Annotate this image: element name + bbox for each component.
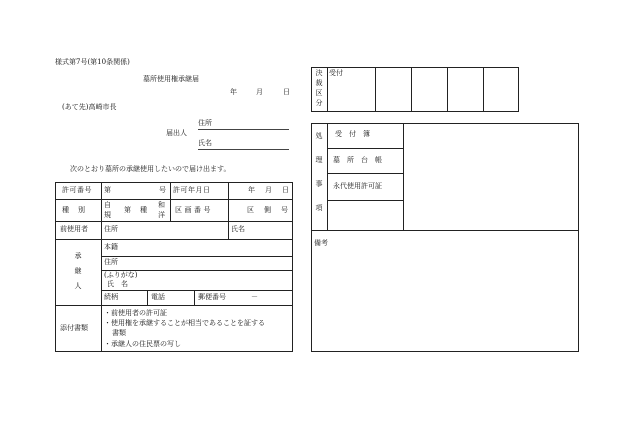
processing-row: 永代使用許可証 bbox=[333, 182, 382, 190]
domicile-label: 本籍 bbox=[104, 243, 118, 251]
col-divider bbox=[411, 67, 412, 112]
permit-date-value[interactable]: 年 月 日 bbox=[248, 186, 291, 194]
type-option[interactable]: 洋 bbox=[158, 211, 165, 219]
row-divider bbox=[55, 199, 293, 200]
permit-number-suffix: 号 bbox=[159, 186, 166, 194]
type-option[interactable]: 種 bbox=[140, 206, 147, 214]
processing-label: 処 理 事 項 bbox=[315, 132, 323, 212]
col-divider bbox=[483, 67, 484, 112]
relation-label: 続柄 bbox=[104, 293, 118, 301]
type-label: 種 別 bbox=[62, 206, 86, 214]
attachments-label: 添付書類 bbox=[60, 324, 88, 332]
col-divider bbox=[147, 290, 148, 305]
postal-dash: － bbox=[251, 293, 258, 301]
applicant-name-line[interactable] bbox=[198, 149, 289, 150]
successor-name-label: 氏 名 bbox=[107, 280, 128, 288]
processing-row: 受 付 簿 bbox=[335, 130, 370, 138]
section-label: 区画番号 bbox=[175, 206, 213, 214]
attachment-item: ・承継人の住民票の写し bbox=[104, 340, 181, 348]
statement: 次のとおり墓所の承継使用したいので届け出ます。 bbox=[70, 165, 231, 173]
date-day-label: 日 bbox=[283, 88, 290, 96]
received-label: 受付 bbox=[329, 69, 343, 77]
col-divider bbox=[327, 67, 328, 112]
attachment-item: ・前使用者の許可証 bbox=[104, 309, 167, 317]
col-divider bbox=[101, 182, 102, 352]
row-divider bbox=[327, 148, 403, 149]
remarks-label: 備考 bbox=[314, 239, 328, 247]
furigana-label: (ふりがな) bbox=[104, 271, 138, 279]
form-title: 墓所使用権承継届 bbox=[143, 75, 199, 83]
previous-name-label: 氏名 bbox=[231, 225, 245, 233]
col-divider bbox=[194, 290, 195, 305]
section-value[interactable]: 区 側 号 bbox=[247, 206, 290, 214]
col-divider bbox=[327, 123, 328, 230]
date-year-label: 年 bbox=[230, 88, 237, 96]
applicant-address-label: 住所 bbox=[198, 119, 212, 127]
form-number: 様式第7号(第10条関係) bbox=[55, 58, 130, 66]
addressee: (あて先)高崎市長 bbox=[62, 103, 117, 111]
row-divider bbox=[327, 200, 403, 201]
date-month-label: 月 bbox=[256, 88, 263, 96]
permit-number-prefix: 第 bbox=[104, 186, 111, 194]
attachment-item: ・使用権を承継することが相当であることを証する bbox=[104, 319, 265, 327]
processing-row: 墓 所 台 帳 bbox=[333, 156, 382, 164]
phone-label: 電話 bbox=[151, 293, 165, 301]
row-divider bbox=[55, 221, 293, 222]
applicant-name-label: 氏名 bbox=[198, 139, 212, 147]
permit-date-label: 許可年月日 bbox=[173, 186, 211, 194]
attachment-item: 書類 bbox=[112, 329, 126, 337]
row-divider bbox=[101, 290, 293, 291]
col-divider bbox=[375, 67, 376, 112]
row-divider bbox=[55, 305, 293, 306]
type-option[interactable]: 和 bbox=[158, 201, 165, 209]
previous-address-label: 住所 bbox=[104, 225, 118, 233]
row-divider bbox=[311, 230, 579, 231]
type-option[interactable]: 第 bbox=[124, 206, 131, 214]
previous-user-label: 前使用者 bbox=[60, 225, 88, 233]
applicant-address-line[interactable] bbox=[198, 129, 289, 130]
type-option[interactable]: 自 bbox=[104, 201, 111, 209]
type-option[interactable]: 規 bbox=[104, 211, 111, 219]
row-divider bbox=[55, 239, 293, 240]
col-divider bbox=[170, 182, 171, 221]
successor-label: 承 継 人 bbox=[74, 252, 82, 290]
permit-number-label: 許可番号 bbox=[62, 186, 92, 194]
decision-label: 決 裁 区 分 bbox=[315, 69, 323, 107]
row-divider bbox=[327, 173, 403, 174]
applicant-label: 届出人 bbox=[166, 129, 187, 137]
row-divider bbox=[101, 256, 293, 257]
postal-label: 郵便番号 bbox=[198, 293, 226, 301]
successor-address-label: 住所 bbox=[104, 258, 118, 266]
col-divider bbox=[228, 182, 229, 239]
col-divider bbox=[447, 67, 448, 112]
col-divider bbox=[403, 123, 404, 230]
